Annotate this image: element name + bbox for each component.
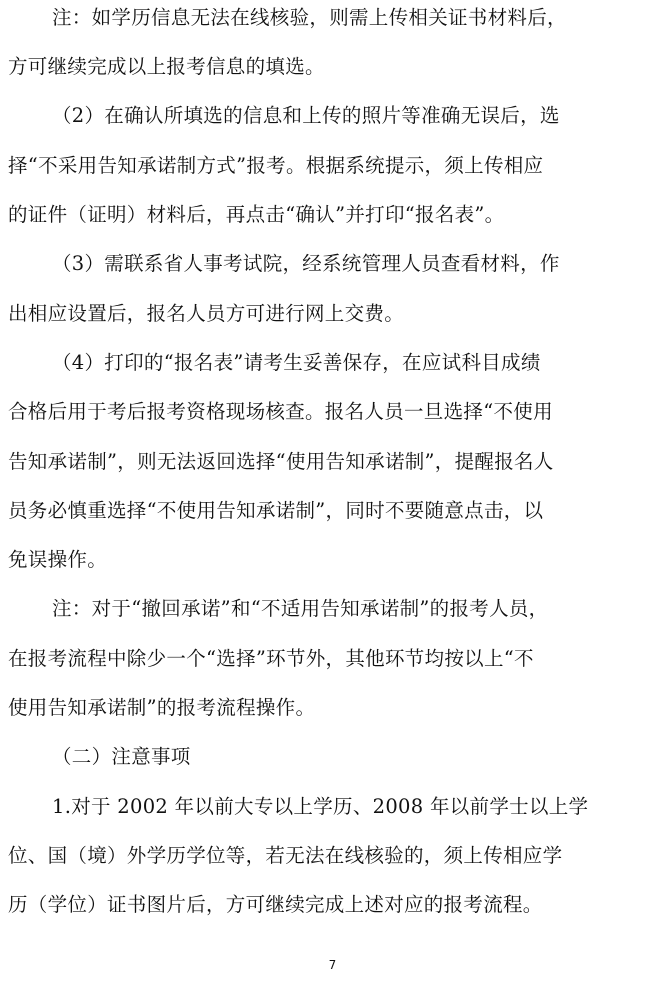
paragraph-3-line-1: （3）需联系省人事考试院，经系统管理人员查看材料，作 bbox=[52, 252, 560, 275]
paragraph-4-line-1: （4）打印的“报名表”请考生妥善保存，在应试科目成绩 bbox=[52, 351, 541, 374]
paragraph-2-line-3: 的证件（证明）材料后，再点击“确认”并打印“报名表”。 bbox=[8, 203, 505, 226]
item-1-line-2: 位、国（境）外学历学位等，若无法在线核验的，须上传相应学 bbox=[8, 844, 563, 867]
paragraph-3-line-2: 出相应设置后，报名人员方可进行网上交费。 bbox=[8, 302, 405, 325]
note-line-1: 注：如学历信息无法在线核验，则需上传相关证书材料后， bbox=[52, 6, 567, 29]
note-2-line-2: 在报考流程中除少一个“选择”环节外，其他环节均按以上“不 bbox=[8, 647, 534, 670]
item-1-line-1: 1.对于 2002 年以前大专以上学历、2008 年以前学士以上学 bbox=[52, 795, 589, 818]
paragraph-4-line-3: 告知承诺制”，则无法返回选择“使用告知承诺制”，提醒报名人 bbox=[8, 450, 554, 473]
paragraph-2-line-2: 择“不采用告知承诺制方式”报考。根据系统提示，须上传相应 bbox=[8, 154, 544, 177]
note-line-2: 方可继续完成以上报考信息的填选。 bbox=[8, 55, 325, 78]
paragraph-4-line-4: 员务必慎重选择“不使用告知承诺制”，同时不要随意点击，以 bbox=[8, 499, 544, 522]
page-number: 7 bbox=[328, 958, 337, 972]
item-1-line-3: 历（学位）证书图片后，方可继续完成上述对应的报考流程。 bbox=[8, 893, 543, 916]
paragraph-4-line-2: 合格后用于考后报考资格现场核查。报名人员一旦选择“不使用 bbox=[8, 400, 553, 423]
note-2-line-3: 使用告知承诺制”的报考流程操作。 bbox=[8, 696, 316, 719]
section-heading: （二）注意事项 bbox=[52, 745, 191, 768]
paragraph-2-line-1: （2）在确认所填选的信息和上传的照片等准确无误后，选 bbox=[52, 104, 560, 127]
note-2-line-1: 注：对于“撤回承诺”和“不适用告知承诺制”的报考人员， bbox=[52, 597, 549, 620]
paragraph-4-line-5: 免误操作。 bbox=[8, 548, 108, 571]
